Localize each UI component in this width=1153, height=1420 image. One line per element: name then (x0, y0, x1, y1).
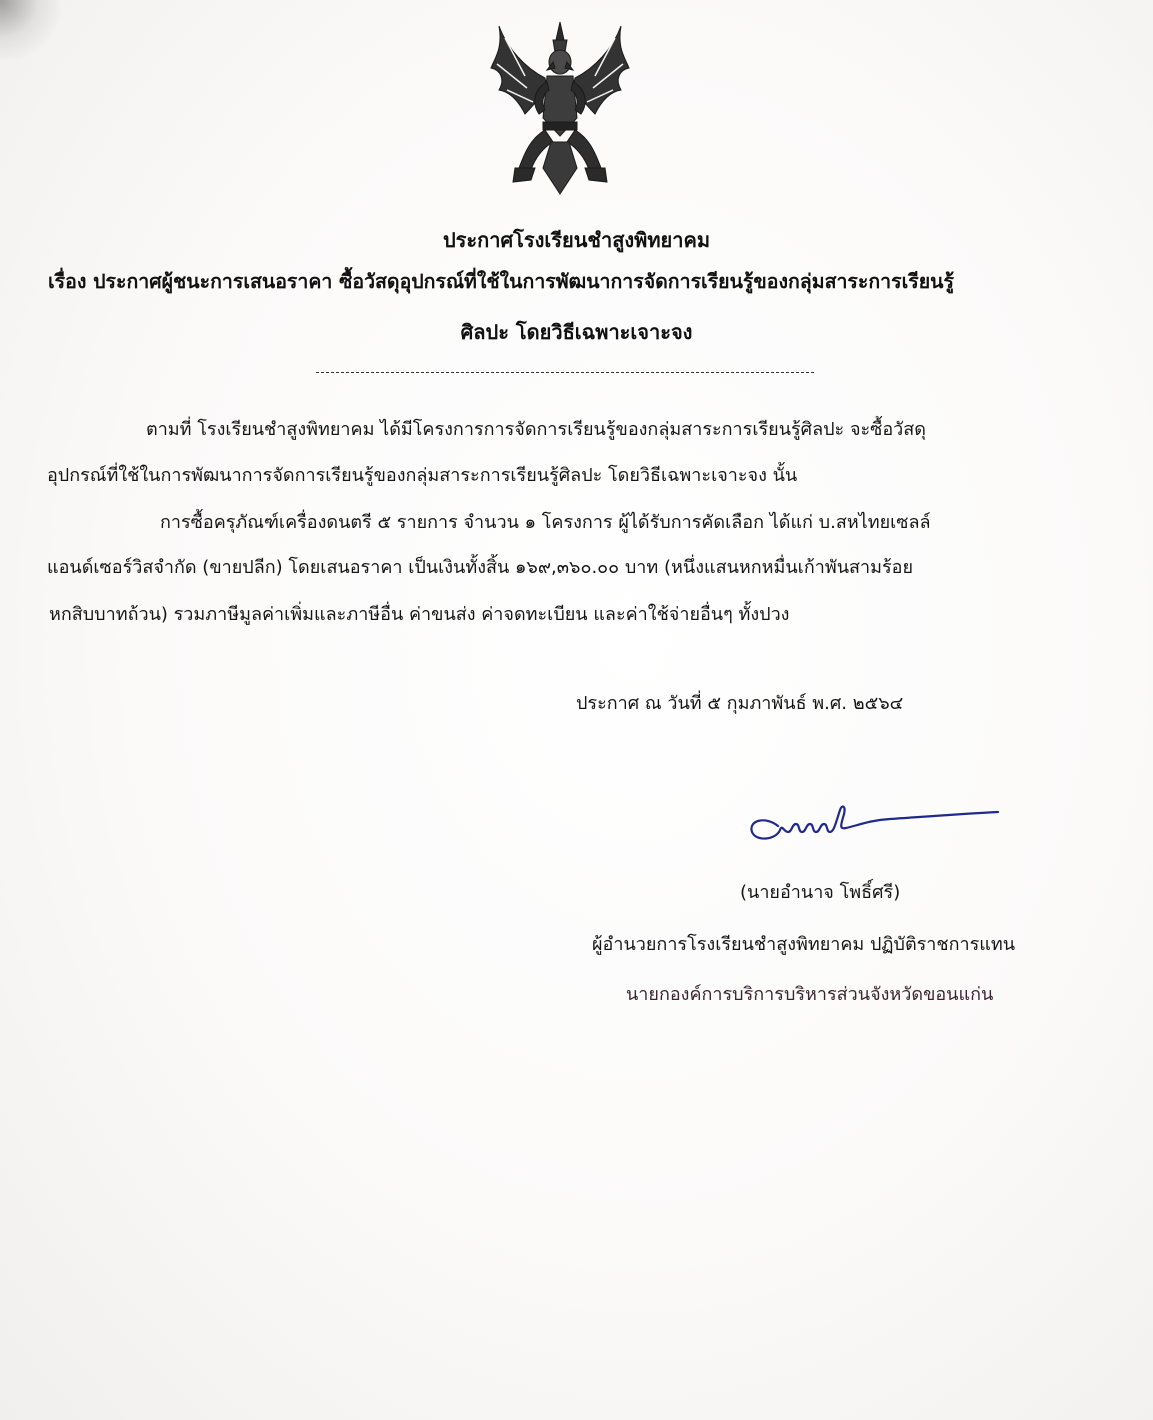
announcement-date: ประกาศ ณ วันที่ ๕ กุมภาพันธ์ พ.ศ. ๒๕๖๔ (576, 693, 904, 714)
body-paragraph-line: แอนด์เซอร์วิสจำกัด (ขายปลีก) โดยเสนอราคา เป็นเงินทั้งสิ้น ๑๖๙,๓๖๐.๐๐ บาท (หนึ่งแสนหกหมื่นเก้าพันสามร้อย (47, 557, 913, 578)
handwritten-signature-icon (740, 800, 1005, 850)
announcement-title: ประกาศโรงเรียนชำสูงพิทยาคม (442, 228, 711, 252)
body-paragraph-line: ตามที่ โรงเรียนชำสูงพิทยาคม ได้มีโครงการการจัดการเรียนรู้ของกลุ่มสาระการเรียนรู้ศิลปะ จะซื้อวัสดุ (146, 419, 926, 440)
signatory-name: (นายอำนาจ โพธิ์ศรี) (740, 882, 901, 903)
body-paragraph-line: อุปกรณ์ที่ใช้ในการพัฒนาการจัดการเรียนรู้ของกลุ่มสาระการเรียนรู้ศิลปะ โดยวิธีเฉพาะเจาะจง นั้น (47, 465, 798, 486)
announcement-subject-continued: ศิลปะ โดยวิธีเฉพาะเจาะจง (460, 320, 693, 344)
body-paragraph-line: การซื้อครุภัณฑ์เครื่องดนตรี ๕ รายการ จำนวน ๑ โครงการ ผู้ได้รับการคัดเลือก ได้แก่ บ.สหไทยเซลล์ (160, 512, 931, 533)
announcement-subject: เรื่อง ประกาศผู้ชนะการเสนอราคา ซื้อวัสดุอุปกรณ์ที่ใช้ในการพัฒนาการจัดการเรียนรู้ของกลุ่มสาระการเรียนรู้ (48, 270, 954, 293)
signatory-position-continued: นายกองค์การบริการบริหารส่วนจังหวัดขอนแก่น (626, 984, 994, 1005)
scan-corner-shadow (0, 0, 60, 60)
body-paragraph-line: หกสิบบาทถ้วน) รวมภาษีมูลค่าเพิ่มและภาษีอื่น ค่าขนส่ง ค่าจดทะเบียน และค่าใช้จ่ายอื่นๆ ทั้งปวง (49, 604, 790, 625)
dashed-divider (316, 372, 814, 373)
signatory-position: ผู้อำนวยการโรงเรียนชำสูงพิทยาคม ปฏิบัติราชการแทน (592, 934, 1016, 955)
garuda-emblem-icon (485, 18, 635, 198)
